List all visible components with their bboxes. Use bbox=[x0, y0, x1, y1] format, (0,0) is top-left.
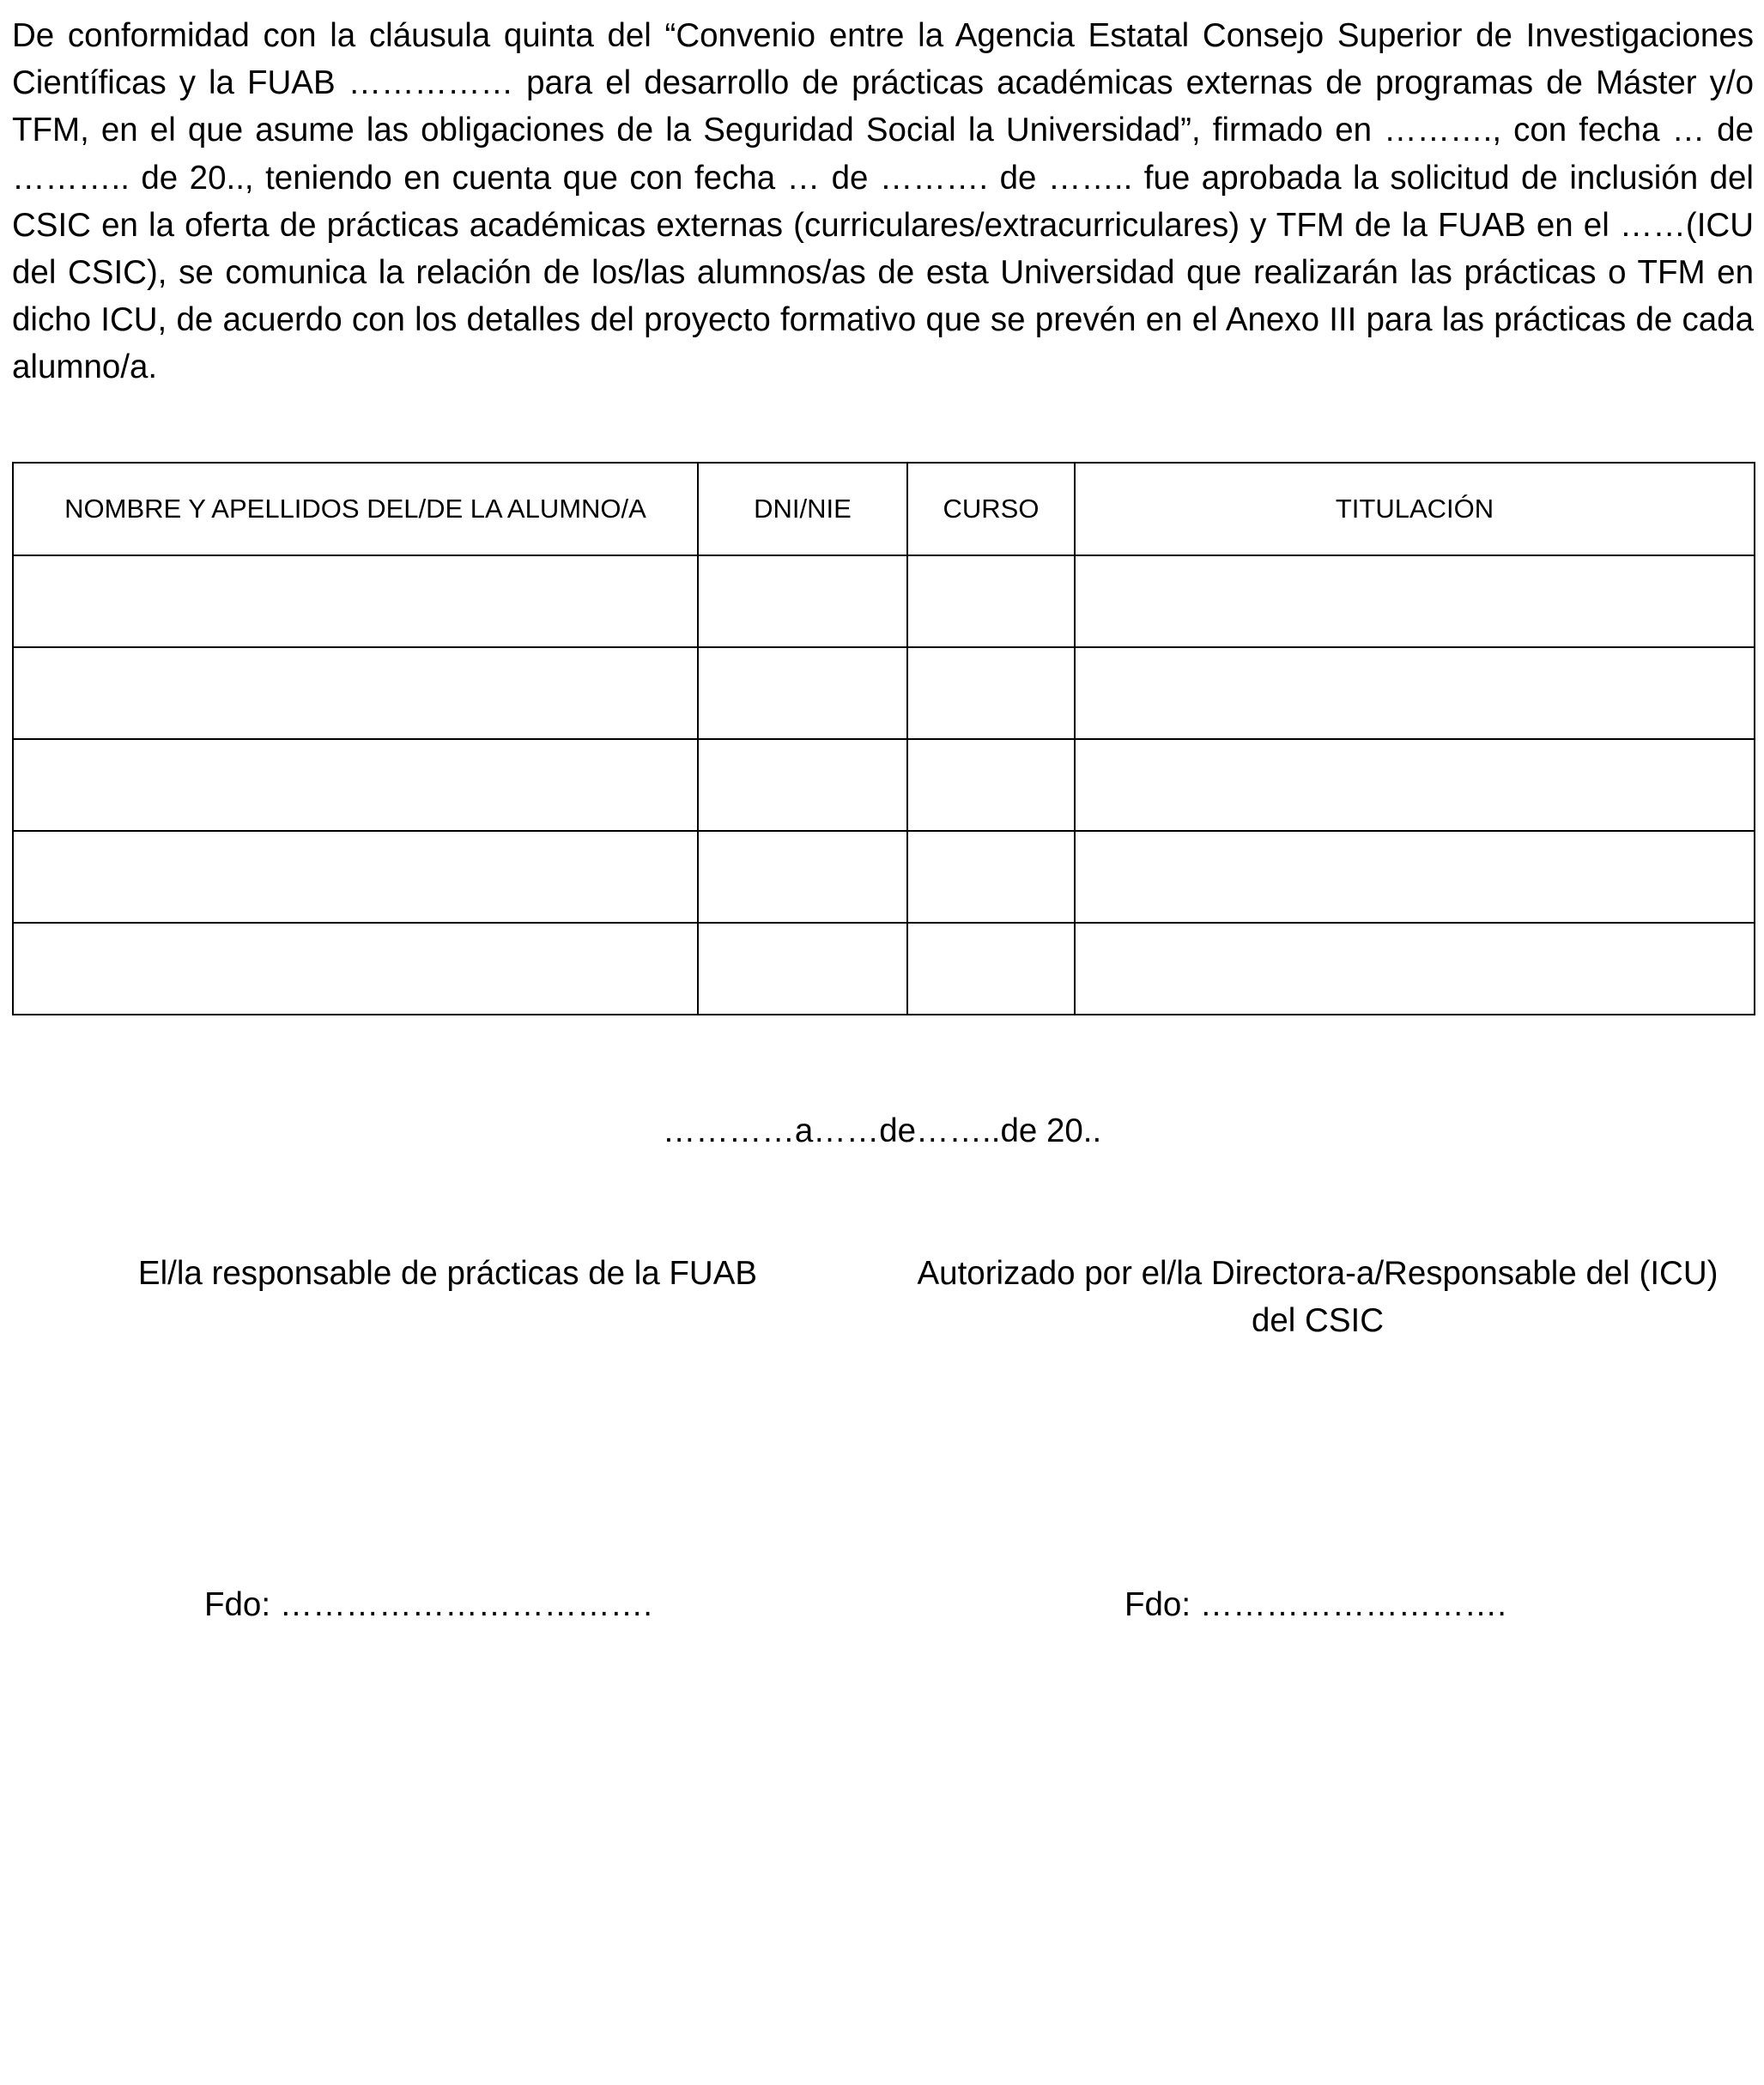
cell-titulacion[interactable] bbox=[1075, 739, 1755, 831]
header-titulacion: TITULACIÓN bbox=[1075, 463, 1755, 555]
cell-curso[interactable] bbox=[907, 555, 1075, 647]
table-row bbox=[13, 923, 1755, 1015]
header-curso: CURSO bbox=[907, 463, 1075, 555]
table-row bbox=[13, 831, 1755, 923]
cell-curso[interactable] bbox=[907, 739, 1075, 831]
signature-line-csic: Fdo: ………………………. bbox=[1124, 1586, 1506, 1623]
header-dni: DNI/NIE bbox=[698, 463, 907, 555]
cell-titulacion[interactable] bbox=[1075, 831, 1755, 923]
cell-dni[interactable] bbox=[698, 923, 907, 1015]
cell-dni[interactable] bbox=[698, 831, 907, 923]
signature-line-fuab: Fdo: ……………………………. bbox=[204, 1586, 652, 1623]
students-table bbox=[12, 462, 1755, 1015]
cell-dni[interactable] bbox=[698, 647, 907, 739]
cell-name[interactable] bbox=[13, 831, 698, 923]
cell-curso[interactable] bbox=[907, 647, 1075, 739]
table-row bbox=[13, 555, 1755, 647]
signature-title-csic: Autorizado por el/la Directora-a/Responsable del (ICU) del CSIC bbox=[917, 1255, 1719, 1339]
cell-dni[interactable] bbox=[698, 739, 907, 831]
cell-titulacion[interactable] bbox=[1075, 555, 1755, 647]
cell-curso[interactable] bbox=[907, 831, 1075, 923]
cell-dni[interactable] bbox=[698, 555, 907, 647]
cell-titulacion[interactable] bbox=[1075, 923, 1755, 1015]
table-row bbox=[13, 739, 1755, 831]
cell-curso[interactable] bbox=[907, 923, 1075, 1015]
cell-name[interactable] bbox=[13, 647, 698, 739]
table-header-row bbox=[13, 463, 1755, 555]
signature-title-fuab: El/la responsable de prácticas de la FUAB bbox=[137, 1255, 758, 1292]
header-name: NOMBRE Y APELLIDOS DEL/DE LA ALUMNO/A bbox=[13, 463, 698, 555]
cell-name[interactable] bbox=[13, 555, 698, 647]
cell-titulacion[interactable] bbox=[1075, 647, 1755, 739]
cell-name[interactable] bbox=[13, 923, 698, 1015]
intro-paragraph: De conformidad con la cláusula quinta del “Convenio entre la Agencia Estatal Consejo Superior de Investigaciones Científicas y la FUAB …………… para el desarrollo de prácticas académicas externas de programas de Máster y/o TFM, en el que asume las obligaciones de la Seguridad Social la Universidad”, firmado en ………., con fecha … de ……….. de 20.., teniendo en cuenta que con fecha … de ………. de …….. fue aprobada la solicitud de inclusión del CSIC en la oferta de prácticas académicas externas (curriculares/extracurriculares) y TFM de la FUAB en el ……(ICU del CSIC), se comunica la relación de los/las alumnos/as de esta Universidad que realizarán las prácticas o TFM en dicho ICU, de acuerdo con los detalles del proyecto formativo que se prevén en el Anexo III para las prácticas de cada alumno/a. bbox=[12, 17, 1754, 386]
cell-name[interactable] bbox=[13, 739, 698, 831]
place-date-line: …………a……de……..de 20.. bbox=[662, 1112, 1102, 1149]
table-row bbox=[13, 647, 1755, 739]
